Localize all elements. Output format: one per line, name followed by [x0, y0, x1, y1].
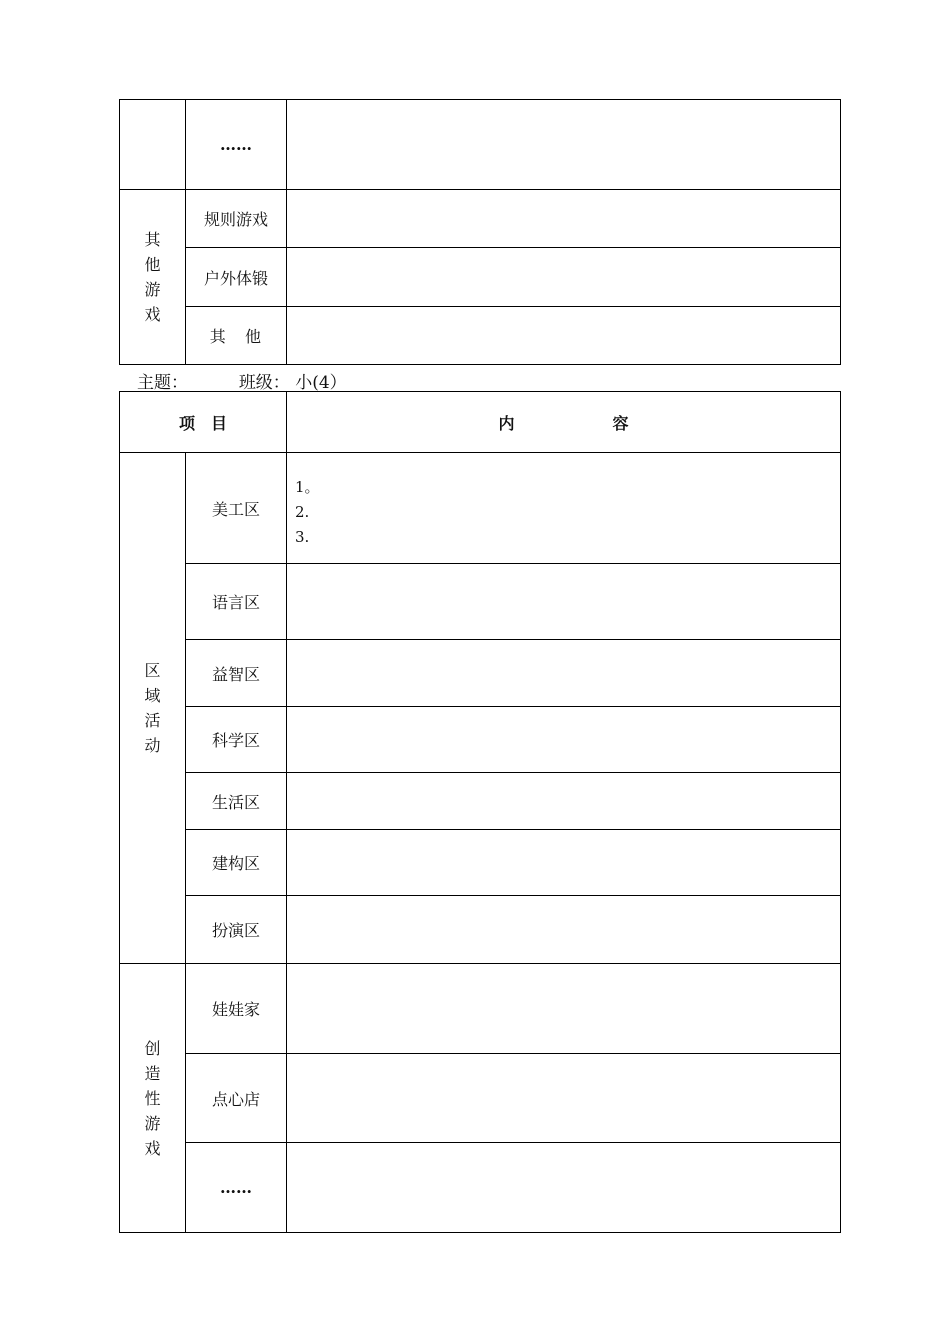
table-row [120, 707, 841, 773]
caption-line [137, 368, 347, 393]
content-cell[interactable] [287, 640, 841, 707]
content-cell[interactable] [287, 564, 841, 640]
class-label: 班级： [238, 373, 290, 393]
header-content: 内 容 [287, 392, 841, 453]
table-main [119, 391, 841, 1233]
content-cell[interactable] [287, 773, 841, 830]
header-row [120, 392, 841, 453]
table-row [120, 896, 841, 964]
header-project: 项 目 [120, 392, 287, 453]
sub-item-language-area: 语言区 [186, 564, 287, 640]
sub-item-life-area: 生活区 [186, 773, 287, 830]
content-cell[interactable] [287, 100, 841, 190]
content-cell[interactable] [287, 707, 841, 773]
content-cell[interactable] [287, 1054, 841, 1143]
group-area-activities: 区 域 活 动 [120, 453, 186, 964]
sub-item-ellipsis: …… [186, 1143, 287, 1233]
theme-label: 主题： [137, 373, 188, 393]
content-line: 2. [295, 503, 310, 521]
table-row [120, 453, 841, 564]
sub-item-doll-house: 娃娃家 [186, 964, 287, 1054]
sub-item-outdoor-exercise: 户外体锻 [186, 248, 287, 307]
table-row [120, 964, 841, 1054]
table-row [120, 100, 841, 190]
class-value: 小(4） [295, 373, 347, 393]
table-row [120, 640, 841, 707]
table-row [120, 307, 841, 365]
table-row [120, 830, 841, 896]
table-row [120, 248, 841, 307]
group-cell-empty [120, 100, 186, 190]
table-row [120, 1054, 841, 1143]
sub-item-puzzle-area: 益智区 [186, 640, 287, 707]
group-other-games: 其 他 游 戏 [120, 190, 186, 365]
content-cell[interactable] [287, 190, 841, 248]
table-row [120, 564, 841, 640]
content-cell[interactable] [287, 830, 841, 896]
content-cell[interactable] [287, 896, 841, 964]
content-line: 3. [295, 528, 310, 546]
content-cell[interactable] [287, 1143, 841, 1233]
sub-item-other: 其他 [186, 307, 287, 365]
sub-item-science-area: 科学区 [186, 707, 287, 773]
content-line: 1。 [295, 478, 320, 496]
content-cell[interactable] [287, 248, 841, 307]
content-cell[interactable] [287, 307, 841, 365]
table-top [119, 99, 841, 365]
sub-item-ellipsis: …… [186, 100, 287, 190]
sub-item-rule-games: 规则游戏 [186, 190, 287, 248]
content-cell[interactable] [287, 964, 841, 1054]
table-row [120, 773, 841, 830]
table-row [120, 1143, 841, 1233]
content-cell-art[interactable] [287, 453, 841, 564]
sub-item-snack-shop: 点心店 [186, 1054, 287, 1143]
group-creative-games: 创 造 性 游 戏 [120, 964, 186, 1233]
sub-item-roleplay-area: 扮演区 [186, 896, 287, 964]
sub-item-art-area: 美工区 [186, 453, 287, 564]
table-row [120, 190, 841, 248]
sub-item-construction-area: 建构区 [186, 830, 287, 896]
